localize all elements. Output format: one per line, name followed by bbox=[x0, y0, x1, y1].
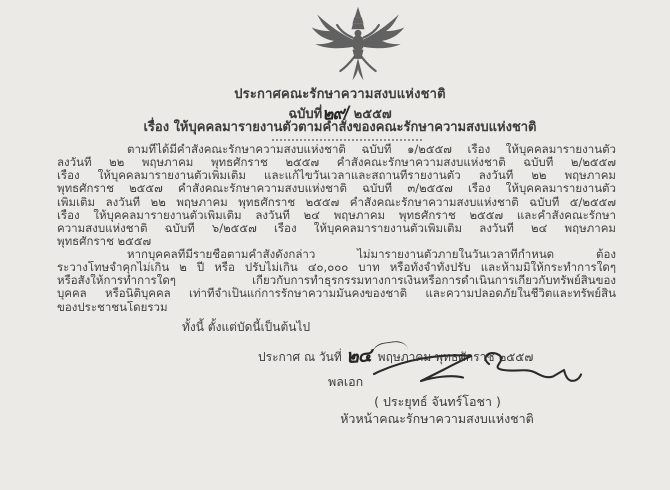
body-line: หรือสั่งให้การทำการใดๆ เกี่ยวกับการทำธุรกรรมทางการเงินหรือการดำเนินการเกี่ยวกับทรัพย์สินของ bbox=[57, 274, 616, 288]
announcement-number-year: ๒๕๕๗ bbox=[353, 107, 392, 122]
signatory-name: ( ประยุทธ์ จันทร์โอชา ) bbox=[374, 394, 501, 409]
body-line: ระวางโทษจำคุกไม่เกิน ๒ ปี หรือ ปรับไม่เกิน ๔๐,๐๐๐ บาท หรือทั้งจำทั้งปรับ และห้ามมิให้กระทำการใดๆ bbox=[57, 261, 616, 275]
announcement-org-title: ประกาศคณะรักษาความสงบแห่งชาติ bbox=[234, 87, 446, 102]
body-line: เรื่อง ให้บุคคลมารายงานตัวเพิ่มเติม และแก้ไขวันเวลาและสถานที่รายงานตัว ลงวันที่ ๒๒ พฤษภาคม bbox=[57, 169, 616, 183]
body-line: พุทธศักราช ๒๕๕๗ bbox=[57, 234, 152, 248]
effective-clause: ทั้งนี้ ตั้งแต่บัดนี้เป็นต้นไป bbox=[182, 320, 311, 334]
body-line: พุทธศักราช ๒๕๕๗ คำสั่งคณะรักษาความสงบแห่งชาติ ฉบับที่ ๓/๒๕๕๗ เรื่อง ให้บุคคลมารายงานตัว bbox=[57, 182, 616, 196]
body-line: ตามที่ได้มีคำสั่งคณะรักษาความสงบแห่งชาติ ฉบับที่ ๑/๒๕๕๗ เรื่อง ให้บุคคลมารายงานตัว bbox=[127, 143, 616, 156]
body-line: ของประชาชนโดยรวม bbox=[57, 300, 168, 314]
paragraph-recital-of-orders bbox=[57, 143, 616, 248]
header-dotted-divider bbox=[272, 139, 422, 141]
announcement-subject: เรื่อง ให้บุคคลมารายงานตัวตามคำสั่งของคณะรักษาความสงบแห่งชาติ bbox=[143, 120, 537, 135]
body-line: บุคคล หรือนิติบุคคล เท่าที่จำเป็นแก่การรักษาความมั่นคงของชาติ และความปลอดภัยในชีวิตและทรัพย์สิน bbox=[57, 287, 616, 301]
signatory-title: หัวหน้าคณะรักษาความสงบแห่งชาติ bbox=[340, 411, 534, 426]
announcement-number-prefix: ฉบับที่ bbox=[288, 107, 323, 122]
body-line: เรื่อง ให้บุคคลมารายงานตัวเพิ่มเติม ลงวันที่ ๒๔ พฤษภาคม พุทธศักราช ๒๕๕๗ และคำสั่งคณะรักษา bbox=[57, 208, 616, 222]
garuda-emblem-icon bbox=[296, 6, 420, 84]
body-line: ความสงบแห่งชาติ ฉบับที่ ๖/๒๕๕๗ เรื่อง ให้บุคคลมารายงานตัวเพิ่มเติม ลงวันที่ ๒๔ พฤษภาคม bbox=[57, 221, 616, 235]
body-line: หากบุคคลที่มีรายชื่อตามคำสั่งดังกล่าว ไม่มารายงานตัวภายในวันเวลาที่กำหนด ต้อง bbox=[127, 248, 616, 261]
issuance-suffix: พฤษภาคม พุทธศักราช ๒๕๕๗ bbox=[377, 350, 534, 364]
signatory-rank-label: พลเอก bbox=[328, 374, 364, 389]
body-line: ลงวันที่ ๒๒ พฤษภาคม พุทธศักราช ๒๕๕๗ คำสั่งคณะรักษาความสงบแห่งชาติ ฉบับที่ ๒/๒๕๕๗ bbox=[57, 156, 616, 170]
issuance-prefix: ประกาศ ณ วันที่ bbox=[258, 350, 342, 364]
body-line: เพิ่มเติม ลงวันที่ ๒๒ พฤษภาคม พุทธศักราช ๒๕๕๗ คำสั่งคณะรักษาความสงบแห่งชาติ ฉบับที่ ๕/๒๕๕๗ bbox=[57, 195, 616, 209]
signature-autograph-icon bbox=[368, 347, 596, 395]
paragraph-penalty-clause bbox=[57, 248, 616, 314]
announcement-number-handwritten: ๒๙/ bbox=[321, 103, 350, 125]
issuance-day-handwritten: ๒๔ bbox=[345, 340, 375, 372]
